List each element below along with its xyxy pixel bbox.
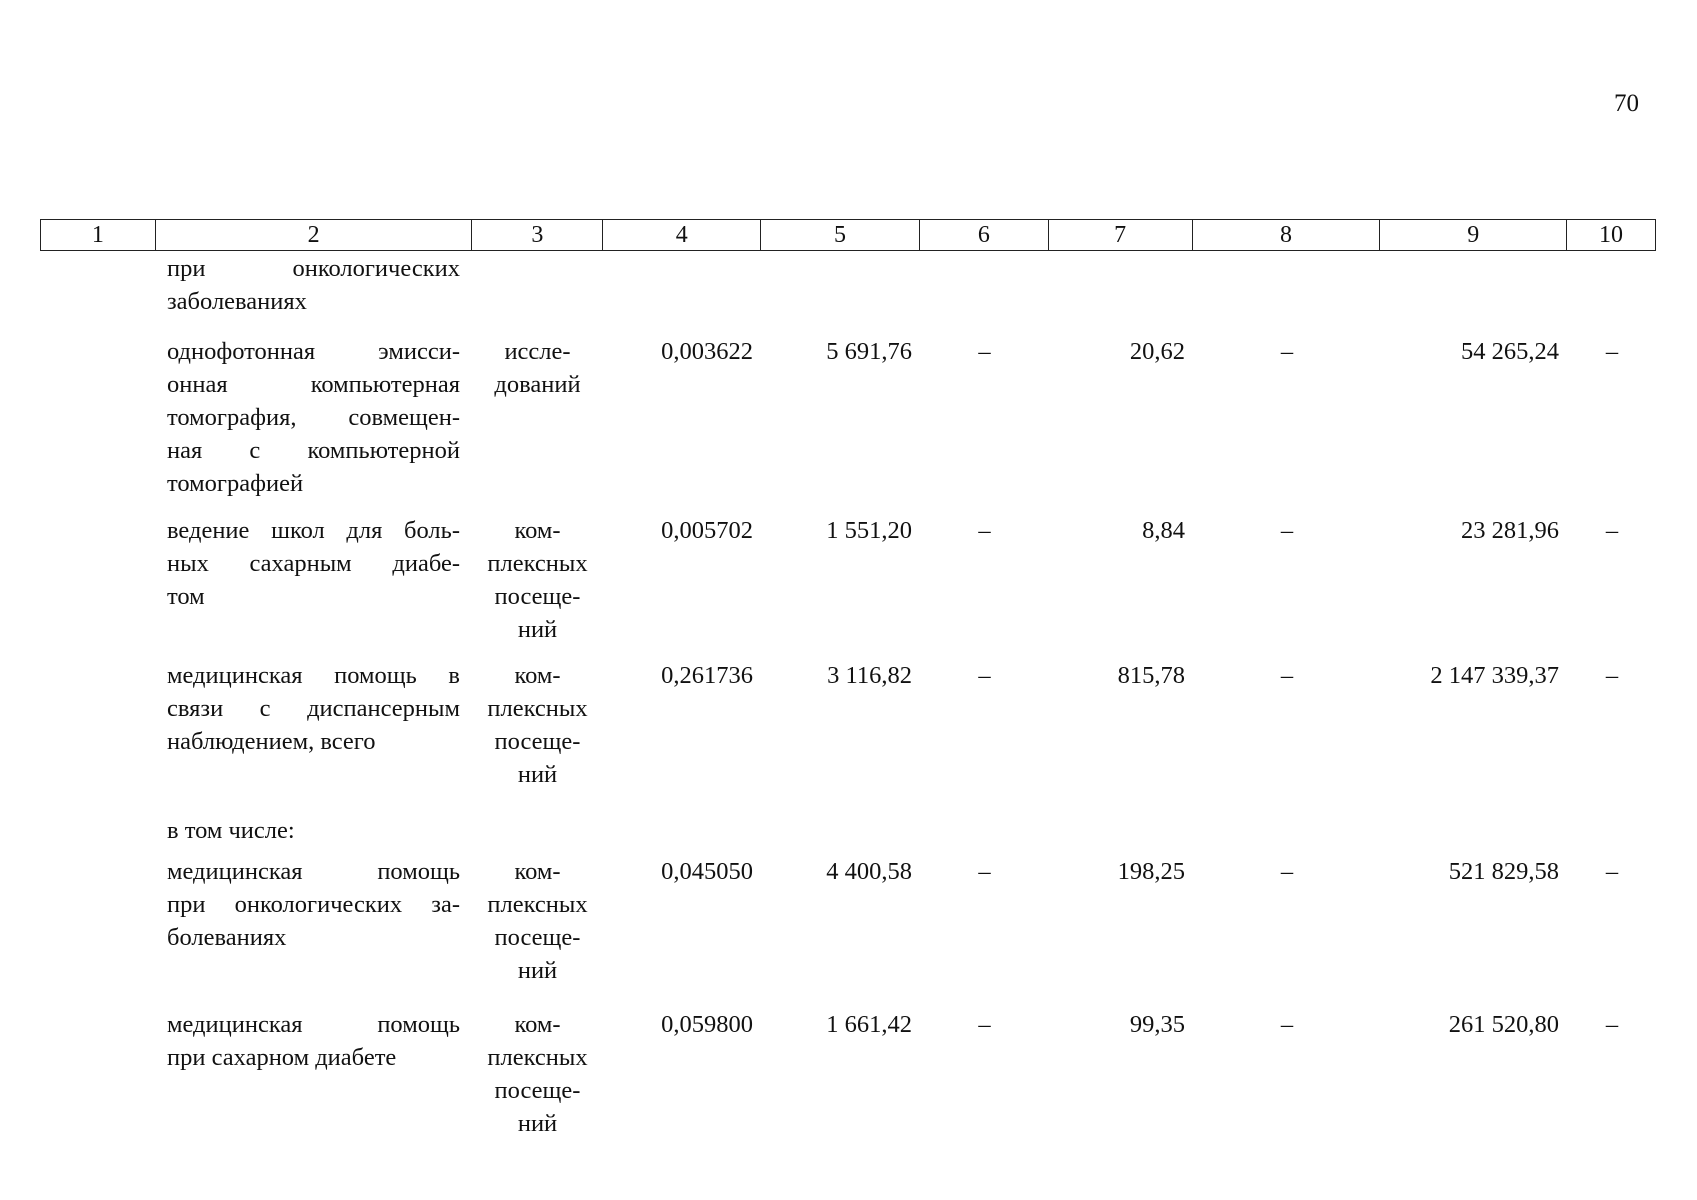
description-line: томография, совмещен-	[167, 404, 460, 431]
cell-col-10: –	[1605, 517, 1619, 544]
header-col-9: 9	[1380, 220, 1567, 250]
continuation-row	[40, 252, 1656, 318]
page-number: 70	[1614, 90, 1639, 117]
continuation-text	[155, 252, 472, 318]
table-row	[40, 659, 1656, 791]
unit-line: плексных	[487, 695, 588, 722]
description-line: медицинская помощь	[167, 1011, 460, 1038]
cell-col-7: 198,25	[1117, 858, 1185, 885]
header-col-3: 3	[472, 220, 603, 250]
cell-col-5: 1 661,42	[826, 1011, 912, 1038]
table-row	[40, 814, 1656, 847]
unit-line: ний	[517, 761, 558, 788]
cell-col-10: –	[1605, 858, 1619, 885]
cell-col-4: 0,059800	[661, 1011, 753, 1038]
cell-col-1	[40, 1008, 155, 1140]
header-col-10: 10	[1599, 222, 1624, 248]
continuation-line-2: заболеваниях	[167, 288, 307, 315]
unit-line: посеще-	[494, 728, 581, 755]
cell-col-7: 99,35	[1129, 1011, 1185, 1038]
cell-col-8: –	[1280, 338, 1294, 365]
cell-description	[155, 659, 472, 791]
cell-col-8: –	[1280, 1011, 1294, 1038]
cell-col-9: 2 147 339,37	[1430, 662, 1559, 689]
cell-col-7: 815,78	[1117, 662, 1185, 689]
cell-col-8	[1193, 814, 1381, 847]
unit-line: посеще-	[494, 583, 581, 610]
description-line: болеваниях	[167, 924, 287, 951]
cell-unit	[472, 1008, 603, 1140]
unit-line: ком-	[514, 858, 561, 885]
cell-col-1	[40, 814, 155, 847]
cell-col-5	[761, 814, 920, 847]
cell-col-4: 0,005702	[661, 517, 753, 544]
description-line: при онкологических за-	[167, 891, 460, 918]
cell-col-9: 23 281,96	[1461, 517, 1559, 544]
description-line: однофотонная эмисси-	[167, 338, 460, 365]
cell-col-5: 4 400,58	[826, 858, 912, 885]
cell-col-9: 521 829,58	[1448, 858, 1559, 885]
cell-col-1	[40, 855, 155, 987]
table-header	[40, 219, 1656, 251]
unit-line: посеще-	[494, 924, 581, 951]
unit-line: дований	[494, 371, 581, 398]
cell-col-9	[1381, 814, 1568, 847]
unit-line: плексных	[487, 550, 588, 577]
header-col-4: 4	[603, 220, 761, 250]
description-line: томографией	[167, 470, 304, 497]
cell-col-5: 1 551,20	[826, 517, 912, 544]
cell-col-1	[40, 335, 155, 500]
description-line: ных сахарным диабе-	[167, 550, 460, 577]
cell-col-4	[603, 814, 761, 847]
cell-col-6: –	[978, 662, 991, 689]
cell-col-6: –	[978, 858, 991, 885]
description-line: ведение школ для боль-	[167, 517, 460, 544]
unit-line: ний	[517, 616, 558, 643]
cell-col-4: 0,045050	[661, 858, 753, 885]
table-row	[40, 1008, 1656, 1140]
table-body	[40, 252, 1656, 1140]
cell-col-4: 0,261736	[661, 662, 753, 689]
cell-description	[155, 855, 472, 987]
cell-unit	[472, 659, 603, 791]
header-col-5: 5	[761, 220, 920, 250]
continuation-line-1: при онкологических	[167, 255, 460, 282]
cell-col-10: –	[1605, 1011, 1619, 1038]
cell-col-10	[1568, 814, 1656, 847]
cell-unit	[472, 855, 603, 987]
description-line: том	[167, 583, 205, 610]
header-col-6: 6	[920, 220, 1049, 250]
unit-line: плексных	[487, 891, 588, 918]
cell-description	[155, 514, 472, 646]
cell-unit	[472, 335, 603, 500]
unit-line: иссле-	[504, 338, 571, 365]
cell-description	[155, 335, 472, 500]
cell-col-9: 54 265,24	[1461, 338, 1559, 365]
description-line: медицинская помощь в	[167, 662, 460, 689]
unit-line: ний	[517, 957, 558, 984]
cell-col-7: 20,62	[1129, 338, 1185, 365]
header-col-1: 1	[41, 220, 156, 250]
cell-col-8: –	[1280, 517, 1294, 544]
unit-line: ком-	[514, 517, 561, 544]
table-row	[40, 514, 1656, 646]
cell-col-4: 0,003622	[661, 338, 753, 365]
cell-col-10: –	[1605, 338, 1619, 365]
unit-line: ком-	[514, 1011, 561, 1038]
description-line: связи с диспансерным	[167, 695, 460, 722]
cell-description	[155, 1008, 472, 1140]
cell-col-5: 3 116,82	[827, 662, 912, 689]
table-row	[40, 855, 1656, 987]
cell-col-6: –	[978, 338, 991, 365]
description-line: в том числе:	[167, 817, 295, 844]
cell-col-7: 8,84	[1142, 517, 1185, 544]
header-col-7: 7	[1049, 220, 1193, 250]
cell-col-10: –	[1605, 662, 1619, 689]
cell-col-7	[1049, 814, 1193, 847]
cell-col-5: 5 691,76	[826, 338, 912, 365]
description-line: медицинская помощь	[167, 858, 460, 885]
unit-line: плексных	[487, 1044, 588, 1071]
unit-line: посеще-	[494, 1077, 581, 1104]
cell-col-6	[920, 814, 1049, 847]
cell-col-6: –	[978, 1011, 991, 1038]
description-line: при сахарном диабете	[167, 1044, 397, 1071]
cell-description	[155, 814, 472, 847]
header-col-8: 8	[1193, 220, 1381, 250]
description-line: онная компьютерная	[167, 371, 460, 398]
cell-col-8: –	[1280, 662, 1294, 689]
cell-col-1	[40, 514, 155, 646]
cell-col-9: 261 520,80	[1448, 1011, 1559, 1038]
description-line: ная с компьютерной	[167, 437, 460, 464]
cell-unit	[472, 514, 603, 646]
unit-line: ний	[517, 1110, 558, 1137]
description-line: наблюдением, всего	[167, 728, 376, 755]
cell-unit	[472, 814, 603, 847]
header-col-2: 2	[156, 220, 473, 250]
cell-col-8: –	[1280, 858, 1294, 885]
unit-line: ком-	[514, 662, 561, 689]
table-row	[40, 335, 1656, 500]
cell-col-6: –	[978, 517, 991, 544]
cell-col-1	[40, 659, 155, 791]
